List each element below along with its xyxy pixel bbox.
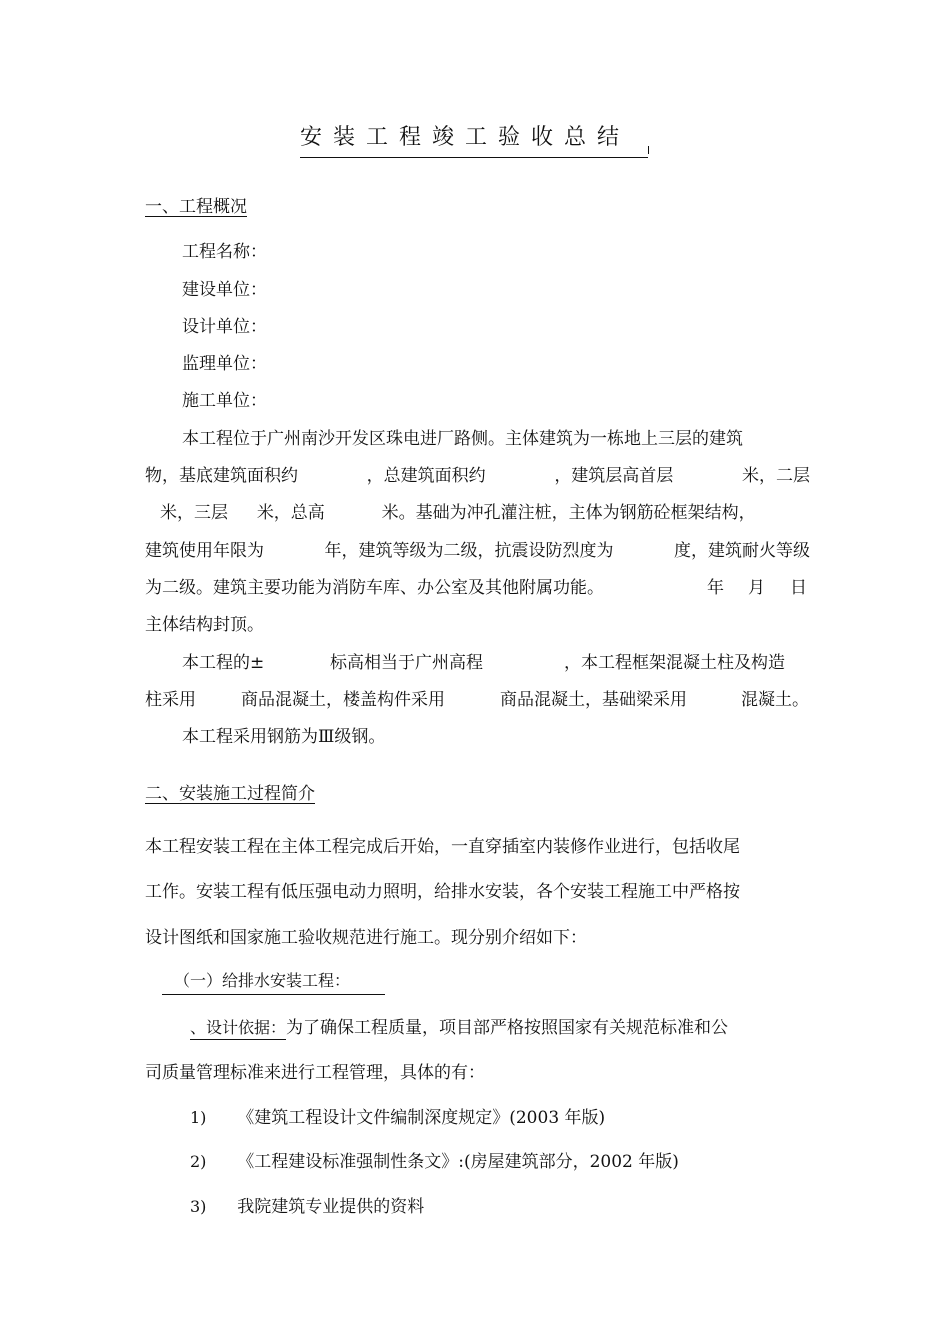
text-segment: 度，建筑耐火等级	[674, 541, 810, 561]
field-owner: 建设单位：	[182, 280, 267, 300]
title-underline-tick	[648, 146, 649, 154]
text-segment: 商品混凝土，基础梁采用	[500, 690, 687, 710]
section-heading-process: 二、安装施工过程简介	[145, 784, 315, 804]
text-segment: 物，基底建筑面积约	[145, 466, 298, 486]
list-text: 《工程建设标准强制性条文》:(房屋建筑部分，2002 年版)	[237, 1152, 679, 1172]
paragraph-line	[182, 424, 810, 449]
paragraph-line	[145, 610, 810, 635]
paragraph-line: 工作。安装工程有低压强电动力照明，给排水安装，各个安装工程施工中严格按	[145, 882, 740, 902]
text-segment: 本工程的±	[182, 653, 265, 673]
text-segment: 商品混凝土，楼盖构件采用	[241, 690, 445, 710]
page-title: 安装工程竣工验收总结	[300, 120, 648, 158]
text-segment: 为二级。建筑主要功能为消防车库、办公室及其他附属功能。	[145, 578, 604, 598]
design-basis-label: 、设计依据：	[190, 1018, 286, 1040]
text-segment: 米。基础为冲孔灌注桩，主体为钢筋砼框架结构，	[381, 503, 756, 523]
section-heading-overview: 一、工程概况	[145, 197, 247, 217]
text-segment: 米，总高	[256, 503, 325, 523]
paragraph-line: 本工程安装工程在主体工程完成后开始，一直穿插室内装修作业进行，包括收尾	[145, 837, 740, 857]
text-segment: ，建筑层高首层	[554, 466, 674, 486]
text-segment: 混凝土。	[741, 690, 809, 710]
paragraph-line	[145, 573, 810, 598]
list-number: 1)	[190, 1108, 207, 1127]
field-designer: 设计单位：	[182, 317, 267, 337]
text-segment: ，总建筑面积约	[366, 466, 486, 486]
date-month: 月	[748, 578, 765, 598]
field-supervisor: 监理单位：	[182, 354, 267, 374]
field-contractor: 施工单位：	[182, 391, 267, 411]
field-project-name: 工程名称：	[182, 242, 267, 262]
list-text: 我院建筑专业提供的资料	[237, 1197, 425, 1217]
paragraph-line: 司质量管理标准来进行工程管理，具体的有：	[145, 1063, 485, 1083]
paragraph-line	[145, 461, 810, 486]
subsection-heading-plumbing: （一）给排水安装工程：	[162, 968, 385, 995]
paragraph-steel: 本工程采用钢筋为Ⅲ级钢。	[182, 727, 386, 747]
text-segment: ，本工程框架混凝土柱及构造	[564, 653, 785, 673]
list-item	[190, 1147, 679, 1172]
list-item	[190, 1192, 424, 1217]
list-item	[190, 1103, 605, 1128]
list-text: 《建筑工程设计文件编制深度规定》(2003 年版)	[237, 1108, 606, 1128]
date-day: 日	[790, 578, 807, 598]
text-segment: 米，二层	[741, 466, 810, 486]
paragraph-line	[182, 648, 810, 673]
list-number: 3)	[190, 1197, 207, 1216]
text-segment: 建筑使用年限为	[145, 541, 264, 561]
paragraph-line	[160, 498, 810, 523]
paragraph-line: 设计图纸和国家施工验收规范进行施工。现分别介绍如下：	[145, 928, 587, 948]
text-segment: 米，三层	[160, 503, 228, 523]
paragraph-line	[145, 685, 810, 710]
text-segment: 本工程位于广州南沙开发区珠电进厂路侧。主体建筑为一栋地上三层的建筑	[182, 429, 743, 449]
list-number: 2)	[190, 1152, 207, 1171]
paragraph-line	[190, 1013, 810, 1038]
paragraph-line	[145, 536, 810, 561]
date-year: 年	[707, 578, 724, 598]
text-segment: 标高相当于广州高程	[330, 653, 483, 673]
text-segment: 为了确保工程质量，项目部严格按照国家有关规范标准和公	[286, 1018, 729, 1038]
text-segment: 年，建筑等级为二级，抗震设防烈度为	[324, 541, 614, 561]
text-segment: 主体结构封顶。	[145, 615, 264, 635]
text-segment: 柱采用	[145, 690, 196, 710]
